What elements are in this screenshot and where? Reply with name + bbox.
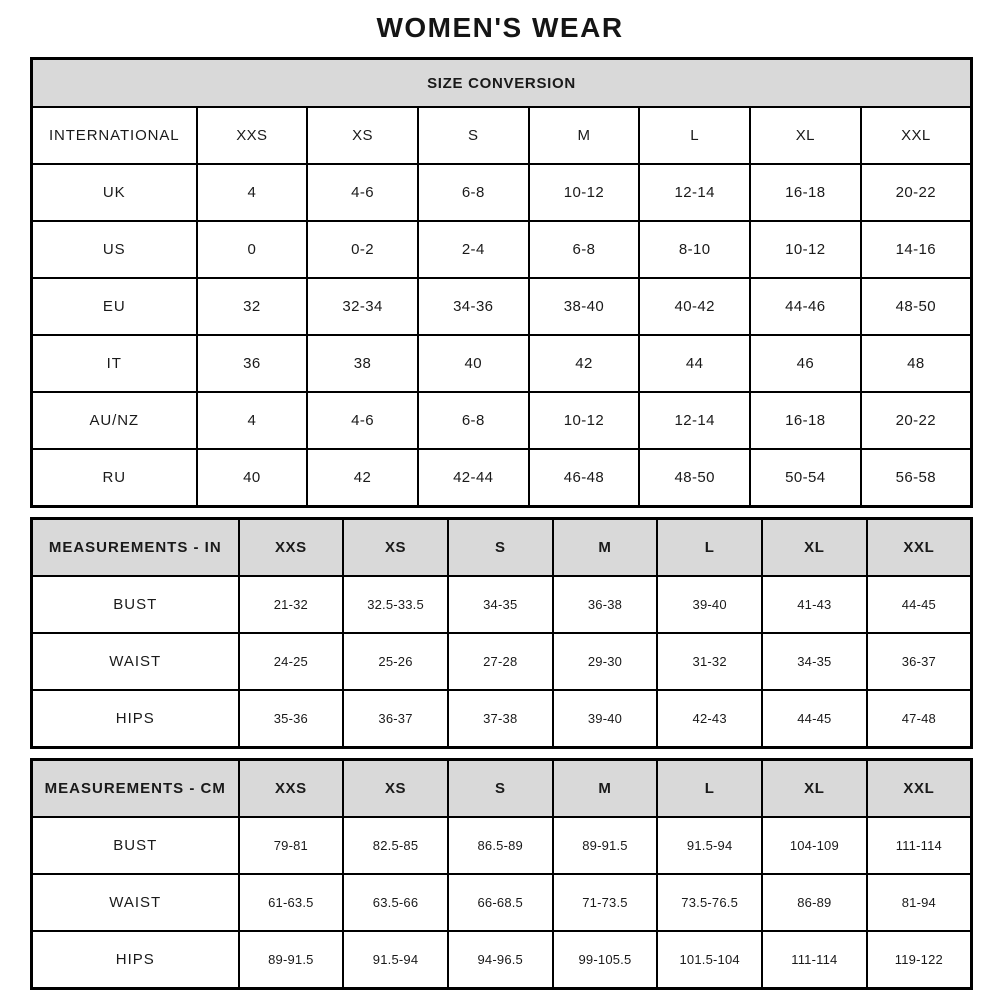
value-cell: 34-36 [418,278,529,335]
value-cell: 50-54 [750,449,861,507]
row-label-cell: EU [32,278,197,335]
value-cell: XL [750,107,861,164]
value-cell: 39-40 [657,576,762,633]
value-cell: 66-68.5 [448,874,553,931]
size-header-cell: XL [762,760,867,818]
value-cell: 25-26 [343,633,448,690]
table-row [32,817,972,874]
value-cell: 40-42 [639,278,750,335]
value-cell: 38 [307,335,418,392]
value-cell: 36-37 [867,633,972,690]
value-cell: 61-63.5 [239,874,344,931]
value-cell: 89-91.5 [239,931,344,989]
value-cell: 44-45 [762,690,867,748]
value-cell: 0-2 [307,221,418,278]
value-cell: 34-35 [762,633,867,690]
table-row [32,633,972,690]
value-cell: 24-25 [239,633,344,690]
value-cell: 63.5-66 [343,874,448,931]
value-cell: 4-6 [307,392,418,449]
value-cell: 48-50 [639,449,750,507]
value-cell: S [418,107,529,164]
value-cell: 38-40 [529,278,640,335]
value-cell: 12-14 [639,164,750,221]
value-cell: 8-10 [639,221,750,278]
value-cell: 101.5-104 [657,931,762,989]
value-cell: 42 [529,335,640,392]
table-title-cell: MEASUREMENTS - CM [32,760,239,818]
size-header-cell: S [448,519,553,577]
value-cell: 27-28 [448,633,553,690]
table-row [32,576,972,633]
value-cell: L [639,107,750,164]
value-cell: 31-32 [657,633,762,690]
table-row [32,931,972,989]
row-label-cell: BUST [32,576,239,633]
size-header-cell: XXL [867,519,972,577]
value-cell: 41-43 [762,576,867,633]
value-cell: 46 [750,335,861,392]
row-label-cell: UK [32,164,197,221]
size-header-cell: M [553,519,658,577]
value-cell: 0 [197,221,308,278]
value-cell: 4-6 [307,164,418,221]
value-cell: 34-35 [448,576,553,633]
value-cell: 73.5-76.5 [657,874,762,931]
size-header-cell: L [657,760,762,818]
table-row [32,278,972,335]
value-cell: 79-81 [239,817,344,874]
size-header-cell: XL [762,519,867,577]
value-cell: 86.5-89 [448,817,553,874]
value-cell: 111-114 [762,931,867,989]
value-cell: 42-43 [657,690,762,748]
value-cell: 6-8 [418,392,529,449]
table-row [32,221,972,278]
value-cell: 36-37 [343,690,448,748]
size-conversion-table [30,57,973,508]
size-header-cell: XXS [239,519,344,577]
measurements-in-table [30,517,973,749]
value-cell: 104-109 [762,817,867,874]
value-cell: 81-94 [867,874,972,931]
value-cell: 20-22 [861,392,972,449]
value-cell: 29-30 [553,633,658,690]
table-row [32,392,972,449]
value-cell: 91.5-94 [657,817,762,874]
row-label-cell: IT [32,335,197,392]
size-header-cell: XXS [239,760,344,818]
value-cell: 35-36 [239,690,344,748]
value-cell: 44-46 [750,278,861,335]
page-title: WOMEN'S WEAR [376,12,624,43]
value-cell: XXL [861,107,972,164]
row-label-cell: HIPS [32,690,239,748]
value-cell: 40 [197,449,308,507]
value-cell: 71-73.5 [553,874,658,931]
value-cell: XXS [197,107,308,164]
table-row [32,449,972,507]
value-cell: 91.5-94 [343,931,448,989]
value-cell: 48 [861,335,972,392]
value-cell: 42 [307,449,418,507]
value-cell: 10-12 [529,164,640,221]
value-cell: 10-12 [529,392,640,449]
value-cell: 4 [197,392,308,449]
value-cell: 32.5-33.5 [343,576,448,633]
value-cell: 6-8 [418,164,529,221]
value-cell: 111-114 [867,817,972,874]
value-cell: 56-58 [861,449,972,507]
row-label-cell: INTERNATIONAL [32,107,197,164]
table-banner: SIZE CONVERSION [32,59,972,108]
value-cell: 2-4 [418,221,529,278]
value-cell: 16-18 [750,164,861,221]
value-cell: 20-22 [861,164,972,221]
value-cell: M [529,107,640,164]
row-label-cell: US [32,221,197,278]
value-cell: 37-38 [448,690,553,748]
table-row [32,760,972,818]
value-cell: 4 [197,164,308,221]
value-cell: 99-105.5 [553,931,658,989]
measurements-cm-table [30,758,973,990]
size-header-cell: XS [343,760,448,818]
value-cell: 14-16 [861,221,972,278]
table-row [32,690,972,748]
value-cell: 42-44 [418,449,529,507]
value-cell: 16-18 [750,392,861,449]
value-cell: 32-34 [307,278,418,335]
table-row [32,874,972,931]
value-cell: 21-32 [239,576,344,633]
value-cell: 12-14 [639,392,750,449]
value-cell: 36 [197,335,308,392]
size-header-cell: XS [343,519,448,577]
table-title-cell: MEASUREMENTS - IN [32,519,239,577]
value-cell: 10-12 [750,221,861,278]
value-cell: 82.5-85 [343,817,448,874]
table-row [32,107,972,164]
value-cell: 36-38 [553,576,658,633]
size-header-cell: L [657,519,762,577]
value-cell: 32 [197,278,308,335]
table-row [32,335,972,392]
row-label-cell: HIPS [32,931,239,989]
table-row [32,59,972,108]
value-cell: 44 [639,335,750,392]
value-cell: 40 [418,335,529,392]
value-cell: 46-48 [529,449,640,507]
value-cell: 119-122 [867,931,972,989]
value-cell: 89-91.5 [553,817,658,874]
value-cell: XS [307,107,418,164]
row-label-cell: WAIST [32,874,239,931]
size-header-cell: XXL [867,760,972,818]
value-cell: 47-48 [867,690,972,748]
value-cell: 44-45 [867,576,972,633]
table-row [32,164,972,221]
row-label-cell: WAIST [32,633,239,690]
size-header-cell: M [553,760,658,818]
value-cell: 86-89 [762,874,867,931]
row-label-cell: BUST [32,817,239,874]
size-header-cell: S [448,760,553,818]
value-cell: 39-40 [553,690,658,748]
row-label-cell: RU [32,449,197,507]
value-cell: 48-50 [861,278,972,335]
row-label-cell: AU/NZ [32,392,197,449]
table-row [32,519,972,577]
value-cell: 94-96.5 [448,931,553,989]
value-cell: 6-8 [529,221,640,278]
